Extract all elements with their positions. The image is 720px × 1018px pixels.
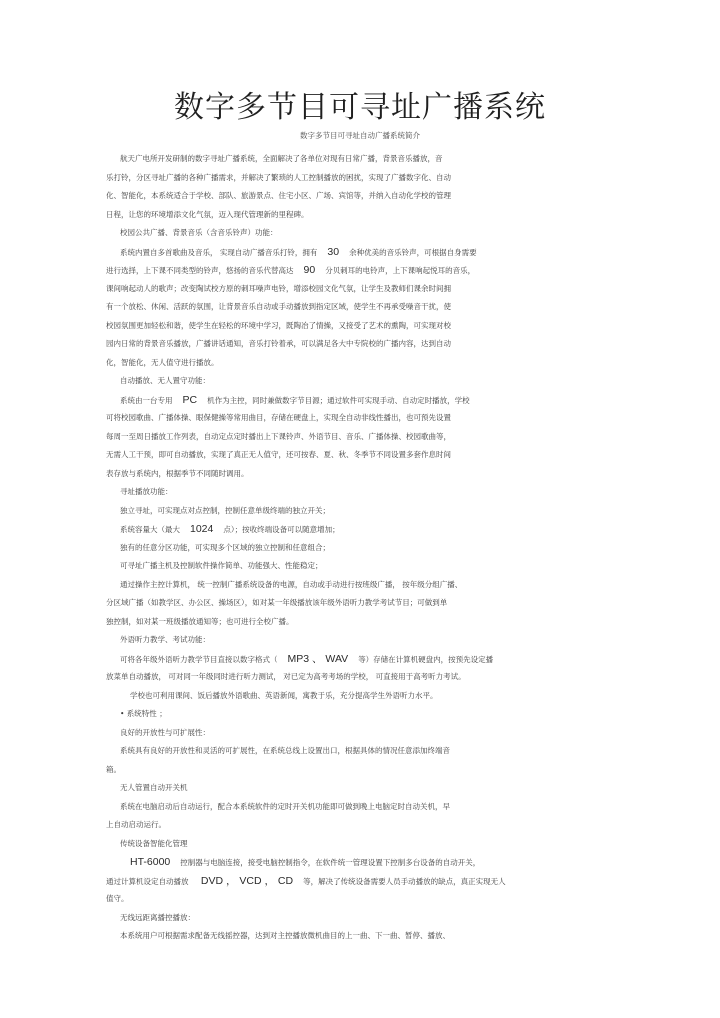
text-line [106, 742, 606, 761]
text-line [106, 687, 606, 706]
line-text: 无线远距离播控播放： [120, 912, 195, 922]
text-line [106, 520, 606, 539]
text-line [106, 539, 606, 558]
line-text: 通过操作主控计算机， 统一控制广播系统设备的电源，自动或手动进行按班级广播， 按年级分组广播、 [120, 579, 463, 589]
text-line [106, 631, 606, 650]
text-line [106, 391, 606, 410]
line-text: 无人管置自动开关机 [120, 783, 188, 792]
text-line [106, 428, 606, 447]
text-line [106, 890, 606, 909]
text-line [106, 927, 606, 946]
line-text: 系统在电脑启动后自动运行，配合本系统软件的定时开关机功能即可做到晚上电脑定时自动关机，早 [120, 801, 450, 811]
line-text: 箱。 [106, 764, 121, 774]
line-emphasis: 30 [327, 245, 340, 258]
text-line [106, 261, 606, 280]
text-line [106, 354, 606, 373]
text-line [106, 853, 606, 872]
text-line [106, 317, 606, 336]
text-line [106, 206, 606, 225]
line-emphasis: MP3 、 WAV [287, 652, 349, 665]
document-body [106, 150, 606, 946]
line-text: 点）；按收终端设备可以随意增加； [223, 525, 340, 534]
text-line [106, 872, 606, 891]
document-title: 数字多节目可寻址广播系统 [174, 90, 546, 125]
line-text: 控制器与电脑连接，接受电脑控制指令，在软件统一管理设置下控制多台设备的自动开关， [180, 858, 481, 867]
text-line [106, 224, 606, 243]
line-text: • 系统特性 ； [120, 709, 167, 718]
line-text: 表存放与系统内，根据季节不同随时调用。 [106, 468, 249, 478]
text-line [106, 557, 606, 576]
text-line [106, 576, 606, 595]
line-text: 独立寻址，可实现点对点控制，控制任意单级终端的独立开关； [120, 505, 330, 515]
line-emphasis: DVD ， VCD ， CD [200, 874, 294, 887]
line-text: 每周一至周日播放工作列表，自动定点定时播出上下课铃声、外语节目、音乐、广播体操、校园歌曲等， [106, 431, 451, 441]
text-line [106, 187, 606, 206]
text-line [106, 280, 606, 299]
line-text: 自动播放、无人置守功能： [120, 376, 210, 385]
line-text: 放菜单自动播放， 可对同一年级同时进行听力测试， 对已定为高考考场的学校， 可直接用于高考听力考试。 [106, 672, 466, 681]
line-text: 传统设备智能化管理 [120, 838, 188, 848]
line-text: 可将各年级外语听力教学节目直接以数字格式（ [120, 654, 278, 664]
line-text: 机作为主控，同时兼做数字节目源；通过软件可实现手动、自动定时播放，学校 [207, 395, 470, 405]
line-text: 分贝刺耳的电铃声，上下课响起悦耳的音乐， [325, 266, 476, 275]
line-emphasis: 1024 [190, 523, 214, 535]
line-text: 等）存储在计算机硬盘内，按预先设定播 [358, 654, 494, 664]
line-text: 寻址播放功能： [120, 487, 173, 496]
text-line [106, 169, 606, 188]
text-line [106, 465, 606, 484]
text-line [106, 446, 606, 465]
line-text: 可将校园歌曲、广播体操、眼保健操等常用曲目，存储在硬盘上，实现全自动非线性播出，也可预先设置 [106, 413, 451, 422]
line-text: 本系统用户可根据需求配备无线摇控器，达到对主控播放微机曲目的上一曲、下一曲、暂停、播放、 [120, 931, 450, 940]
line-emphasis: PC [182, 393, 198, 406]
line-text: 系统由一台专用 [120, 395, 173, 405]
text-line [106, 835, 606, 854]
line-text: 校园公共广播、背景音乐（含音乐铃声）功能： [120, 228, 278, 237]
line-text: 独有的任意分区功能，可实现多个区域的独立控制和任意组合； [120, 542, 330, 552]
line-text: 分区域广播（如教学区、办公区、操场区），如对某一年级播放该年级外语听力教学考试节目；可做到单 [106, 598, 448, 607]
line-text: 化、智能化，本系统适合于学校、部队、旅游景点、住宅小区、广场、宾馆等，并纳入自动化学校的管理 [106, 191, 451, 200]
text-line [106, 650, 606, 669]
text-line [106, 909, 606, 928]
line-text: 校园氛围更加轻松和谐，使学生在轻松的环境中学习，既陶冶了情操，又接受了艺术的熏陶，可实现对校 [106, 320, 451, 330]
line-text: 航天广电所开发研制的数字寻址广播系统，全面解决了各单位对现有日常广播，背景音乐播放，音 [120, 154, 443, 163]
text-line [106, 335, 606, 354]
line-emphasis: HT-6000 [130, 856, 171, 868]
text-line [106, 613, 606, 632]
text-line [106, 816, 606, 835]
line-text: 良好的开放性与可扩展性： [120, 727, 210, 737]
text-line [106, 594, 606, 613]
line-text: 进行选择，上下课不同类型的铃声，悠扬的音乐代替高达 [106, 266, 294, 275]
line-text: 系统具有良好的开放性和灵活的可扩展性，在系统总线上设置出口，根据具体的情况任意添加终端音 [120, 746, 450, 755]
line-text: 学校也可利用课间、饭后播放外语歌曲、英语新闻，寓教于乐，充分提高学生外语听力水平。 [130, 690, 438, 700]
line-text: 值守。 [106, 894, 129, 903]
line-text: 系统容量大（最大 [120, 525, 180, 534]
line-text: 独控制，如对某一班级播放通知等；也可进行全校广播。 [106, 616, 294, 626]
text-line [106, 298, 606, 317]
text-line [106, 779, 606, 798]
text-line [106, 372, 606, 391]
line-text: 日程，让您的环境增添文化气氛，迈入现代管理新的里程碑。 [106, 209, 309, 219]
text-line [106, 150, 606, 169]
line-text: 外语听力教学、考试功能： [120, 635, 210, 644]
text-line [106, 724, 606, 743]
text-line [106, 668, 606, 687]
line-text: 园内日常的背景音乐播放，广播讲话通知，音乐打铃着承，可以满足各大中专院校的广播内容，达到自动 [106, 339, 451, 348]
line-text: 有一个放松、休闲、活跃的氛围，让背景音乐自动或手动播放到指定区域，使学生不再承受噪音干扰，使 [106, 302, 451, 311]
line-text: 课间响起动人的歌声；改变陶试校方原的刺耳噪声电铃，增添校园文化气氛，让学生及教师们课余时间拥 [106, 283, 451, 293]
text-line [106, 483, 606, 502]
text-line [106, 705, 606, 724]
text-line [106, 502, 606, 521]
text-line [106, 798, 606, 817]
document-subtitle: 数字多节目可寻址自动广播系统简介 [300, 131, 420, 140]
text-line [106, 761, 606, 780]
line-text: 无需人工干预，即可自动播放，实现了真正无人值守，还可按春、夏、秋、冬季节不同设置多套作息时间 [106, 450, 451, 459]
line-text: 乐打铃，分区寻址广播的各种广播需求，并解决了繁琐的人工控制播放的困扰，实现了广播数字化、自动 [106, 172, 451, 182]
line-emphasis: 90 [303, 264, 316, 276]
text-line [106, 243, 606, 262]
line-text: 余种优美的音乐铃声，可根据自身需要 [349, 247, 477, 257]
line-text: 等，解决了传统设备需要人员手动播放的缺点，真正实现无人 [303, 876, 506, 886]
line-text: 通过计算机设定自动播放 [106, 876, 191, 886]
line-text: 可寻址广播主机及控制软件操作简单、功能强大、性能稳定； [120, 561, 323, 570]
line-text: 上自动启动运行。 [106, 820, 166, 829]
text-line [106, 409, 606, 428]
line-text: 系统内置自多首歌曲及音乐， 实现自动广播音乐打铃，拥有 [120, 247, 318, 257]
line-text: 化，智能化，无人值守进行播放。 [106, 357, 219, 367]
